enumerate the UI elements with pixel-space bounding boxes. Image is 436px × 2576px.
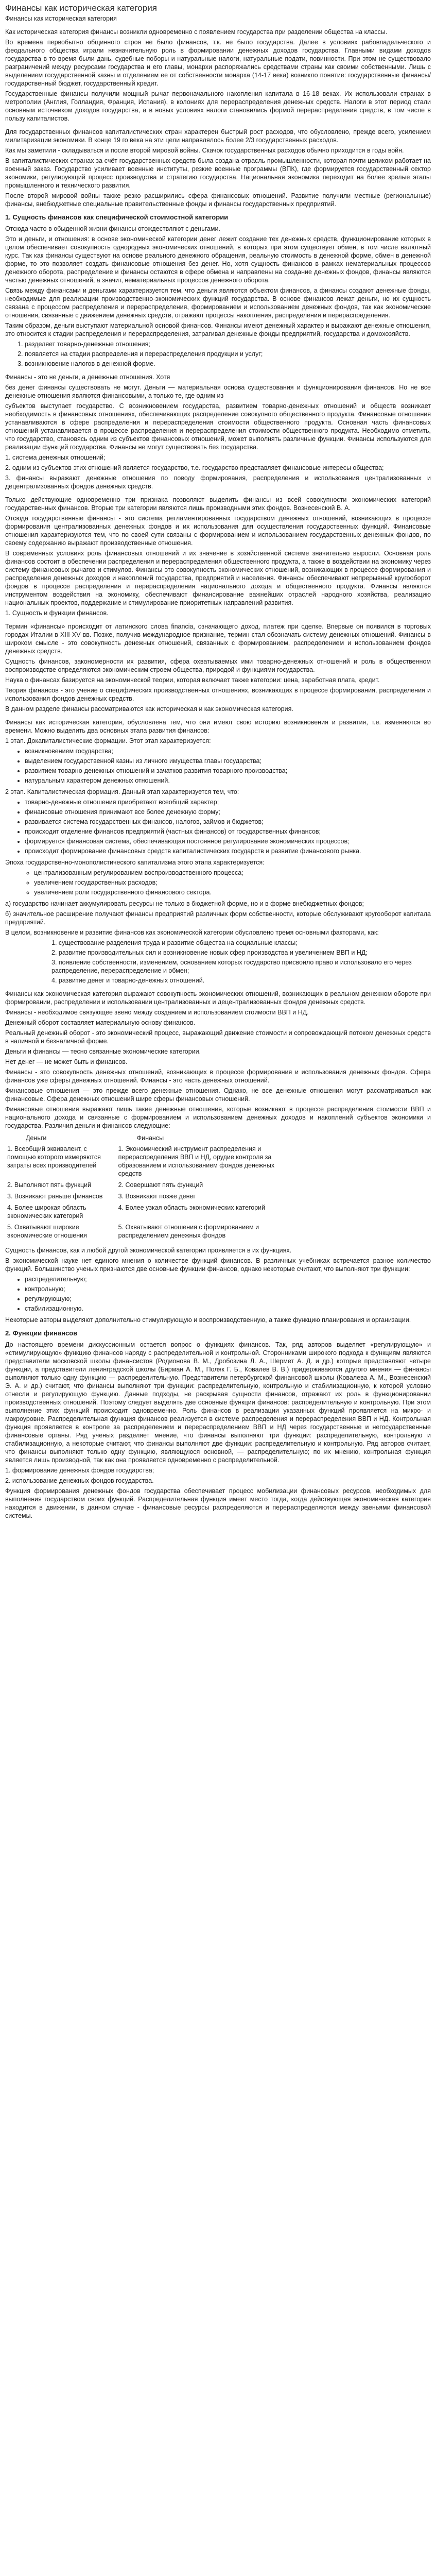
state-finance-section (5, 496, 431, 617)
paragraph: Государственные финансы получили мощный рычаг первоначального накопления капитала в 16-18 веках. Их использовали странах в метрополии (Англия, Голландия, Франция, Испания), в колониях для перераспределения денежных средств. Налоги в этот период стали основным источником доходов государства, а в новых условиях налоги становились формой перераспределения средств, в том числе в пользу капиталистов. (5, 90, 431, 122)
list-item: ◦ увеличением роли государственного финансового сектора. (34, 888, 431, 896)
paragraph: субъектов выступает государство. С возникновением государства, развитием товарно-денежных отношений и обществ возникает необходимость в финансовых отношениях, обеспечивающих распределение совокупного общественного продукта. Финансовые отношения устанавливаются в сфере распределения и перераспределения стоимости общественного продукта. Основная часть финансовых отношений устанавливается в процессе распределения и перераспределения стоимости общественного продукта. Необходимо отметить, что государство, становясь одним из субъектов финансовых отношений, может выполнять различные функции. Финансы используются для реализации функций государства. Финансы не могут существовать без государства. (5, 402, 431, 451)
paragraph: Только действующие одновременно три признака позволяют выделить финансы из всей совокупности экономических категорий государственных финансов. Вторые три категории являются лишь производными этих фондов. Вознесенский В. А. (5, 496, 431, 512)
list-item: • распределительную; (25, 1275, 431, 1283)
paragraph: Финансы как историческая категория, обусловлена тем, что они имеют свою историю возникновения и развития, т.е. изменяются во времени. Можно выделить два основных этапа развития финансов: (5, 719, 431, 734)
paragraph: В современных условиях роль финансовых отношений и их значение в хозяйственной системе значительно выросли. Основная роль финансов состоит в обеспечении распределения и перераспределения общественного продукта, а также в воздействии на экономику через систему финансовых рычагов и стимулов. Финансы это совокупность экономических отношений, возникающих в процессе формирования и распределения денежных доходов и накоплений государства, предприятий и населения. Финансы обеспечивают непрерывный кругооборот фондов в процессе распределения и перераспределения национального дохода и общественного продукта. Финансы являются инструментом воздействия на экономику, обеспечивают финансирование важнейших отраслей народного хозяйства, реализацию национальных проектов, поддержание и стимулирование приоритетных направлений развития. (5, 550, 431, 606)
paragraph: Как историческая категория финансы возникли одновременно с появлением государства при разделении общества на классы. (5, 28, 388, 36)
list-item: • развитием товарно-денежных отношений и зачатков развития товарного производства; (25, 767, 431, 775)
paragraph: 3. финансы выражают денежные отношения по поводу формирования, распределения и использования централизованных и децентрализованных фондов денежных средств. (5, 474, 431, 490)
table-header-row (5, 1133, 293, 1143)
paragraph: Сущность финансов, как и любой другой экономической категории проявляется в их функциях. (5, 1247, 292, 1254)
list-item: • финансовые отношения принимают все более денежную форму; (25, 808, 431, 816)
history-section (5, 128, 431, 208)
paragraph: До настоящего времени дискуссионным остается вопрос о функциях финансов. Так, ряд авторов выделяет «регулирующую» и «стимулирующую» функцию финансов наряду с распределительной и контрольной. Сторонниками широкого подхода к функциям являются представители московской школы финансистов (Родионова В. М., Дробозина Л. А., Шермет А. Д. и др.) которые представляют четыре функции, а представители ленинградской школы (Бирман А. М., Поляк Г. Б., Ковалев В. В.) придерживаются другого мнения — финансы выполняют только одну функцию — распределительную. Представители петербургской финансовой школы (Ковалева А. М., Вознесенский Э. А. и др.) считают, что финансы выполняют три функции: распределительную, контрольную и стабилизационную, к которой условно отнесли и регулирующую функцию. Данные подходы, не раскрывая сущности финансов, отражают их роль в функционировании производственных отношений. Поэтому следует выделять две основные функции финансов: распределительную и контрольную. При этом выполнение этих функций происходит одновременно. Роль финансов в реализации указанных функций проявляется на микро- и макроуровне. Распределительная функция финансов реализуется в системе распределения и перераспределения ВВП и НД. Контрольная функция проявляется в контроле за распределением и перераспределением ВВП и НД через государственные и негосударственные финансовые органы. Ряд ученых разделяет мнение, что финансы выполняют три функции: распределительную, контрольную и стабилизационную, а некоторые считают, что финансы выполняют две функции: распределительную и контрольную. Ряд авторов считает, что финансы выполняют только одну функцию, являющуюся основной, — распределительную; по их мнению, контрольная функция является лишь производной, так как она проявляется одновременно с распределительной. (5, 1341, 431, 1464)
list-item: 1. разделяет товарно-денежные отношения; (25, 340, 431, 348)
paragraph: Финансы - это совокупность денежных отношений, возникающих в процессе формирования и использования денежных фондов. Сфера финансов уже сферы денежных отношений. Финансы - это часть денежных отношений. (5, 1069, 431, 1084)
paragraph: Нет денег — не может быть и финансов. (5, 1058, 128, 1065)
table-row (5, 1222, 293, 1241)
list-item: • товарно-денежные отношения приобретают всеобщий характер; (25, 798, 431, 806)
paragraph: Сущность финансов, закономерности их развития, сфера охватываемых ими товарно-денежных отношений и роль в общественном воспроизводстве определяются экономическим строем общества, природой и функциями государства. (5, 658, 431, 673)
list-item: • происходит формирование финансовых средств капиталистических государств и развитие финансового рынка. (25, 847, 431, 855)
section-heading: 2. Функции финансов (5, 1329, 78, 1337)
list-item: 1. существование разделения труда и развитие общества на социальные классы; (51, 939, 298, 946)
table-cell: 1. Всеобщий эквивалент, с помощью которого измеряются затраты всех производителей (7, 1145, 101, 1169)
paragraph: 1. Сущность и функции финансов. (5, 609, 109, 617)
stage1-list (5, 747, 431, 785)
paragraph: Для государственных финансов капиталистических стран характерен быстрый рост расходов, что обусловлено, прежде всего, усилением милитаризации экономики. В конце 19 го века на эти цели направлялось более 2/3 государственных расходов. (5, 128, 431, 144)
column-header: Финансы (136, 1134, 164, 1142)
paragraph: Теория финансов - это учение о специфических производственных отношениях, возникающих в процессе формирования, распределения и использования фондов денежных средств. (5, 687, 431, 702)
paragraph: Наука о финансах базируется на экономической теории, которая включает также категории: цена, заработная плата, кредит. (5, 676, 380, 684)
stage3-list (5, 869, 431, 896)
paragraph: 2 этап. Капиталистическая формация. Данный этап характеризуется тем, что: (5, 788, 239, 795)
list-item: • возникновением государства; (25, 747, 431, 755)
list-item: 3. возникновение налогов в денежной форме. (25, 360, 431, 368)
list-item: ◦ централизованным регулированием воспроизводственного процесса; (34, 869, 431, 877)
term-section (5, 622, 431, 713)
paragraph: В капиталистических странах за счёт государственных средств была создана отрасль промышленности, которая почти целиком работает на военный заказ. Государство усиливает военные институты, резкие военные программы (ВПК), где формируется государственный сектор экономики, регулирующий процесс производства и стратегию государства. Национальная экономика переходит на более зрелые этапы промышленного и технического развития. (5, 157, 431, 189)
paragraph: Во времена первобытно общинного строя не было финансов, т.к. не было государства. Далее в условиях рабовладельческого и феодального общества играли незначительную роль в формировании денежных доходов государства. Главными видами доходов государства в то время были дань, судебные поборы и натуральные налоги, натуральные подати, повинности. При этом не существовало разграничений между ресурсами государства и его главы, монархи распоряжались средствами страны как своими собственными. Лишь с выделением государственной казны и отделением ее от собственности монарха (14-17 века) возникло понятие: государственные финансы/государственный бюджет, государственный кредит. (5, 39, 431, 87)
money-vs-finance-section (5, 373, 431, 490)
essence-section (5, 225, 431, 368)
list-item: 2. развитие производительных сил и возникновение новых сфер производства и увеличением ВВП и НД; (51, 949, 368, 956)
table-cell: 4. Более узкая область экономических категорий (118, 1204, 266, 1211)
paragraph: Финансы - это не деньги, а денежные отношения. Хотя (5, 374, 170, 381)
functions-intro-section (5, 1246, 431, 1324)
stage2-list (5, 798, 431, 855)
list-item: ◦ увеличением государственных расходов; (34, 878, 431, 887)
category-section (5, 990, 431, 1241)
factors-list (5, 939, 431, 985)
table-cell: 4. Более широкая область экономических категорий (7, 1204, 86, 1219)
paragraph: Отсюда государственные финансы - это система регламентированных государством денежных отношений, возникающих в процессе формирования централизованных денежных фондов и их использования для осуществления государственных функций. Финансовые отношения характеризуются тем, что по своей сути связаны с формированием и использованием государственных денежных фондов, по своему содержанию выражают производственные отношения. (5, 515, 431, 547)
paragraph: Это и деньги, и отношения: в основе экономической категории денег лежит создание тех денежных средств, функционирование которых в целом обеспечивает совокупность однородных экономических отношений, в которых при этом существует обмен, в том числе валютный курс. Так как финансы существуют на основе реального денежного обращения, реальную стоимость в денежной форме, обмен в денежной форме, то это позволяет создать финансовые отношения без денег. Но, хотя сущность финансов в рамках нематериальных процессов денежного оборота, распределение и финансы остаются в сфере обмена и направлены на создание денежных фондов, финансы являются частью денежных отношений, а значит, нематериальных процессов денежного оборота. (5, 235, 431, 284)
table-cell: 5. Охватывают широкие экономические отношения (7, 1224, 87, 1239)
paragraph: В данном разделе финансы рассматриваются как историческая и как экономическая категория. (5, 705, 293, 713)
list-item: 2. появляется на стадии распределения и перераспределения продукции и услуг; (25, 350, 431, 358)
properties-list (5, 340, 431, 368)
paragraph: Функция формирования денежных фондов государства обеспечивает процесс мобилизации финансовых ресурсов, необходимых для выполнения государством своих функций. Распределительная функция имеет место тогда, когда действующая экономическая категория находится в движении, в данном случае - финансовые ресурсы распределяются и перераспределяются между звеньями финансовой системы. (5, 1487, 431, 1519)
list-item: • выделением государственной казны из личного имущества главы государства; (25, 757, 431, 765)
table-cell: 2. Выполняют пять функций (7, 1181, 92, 1189)
list-item: • натуральным характером денежных отношений. (25, 776, 431, 785)
section-heading: 1. Сущность финансов как специфической стоимостной категории (5, 213, 229, 221)
table-row (5, 1191, 293, 1202)
paragraph: Таким образом, деньги выступают материальной основой финансов. Финансы имеют денежный характер и выражают денежные отношения, это относится к стадии распределения и перераспределения, затрагивая денежные фонды предприятий, государства и домохозяйств. (5, 322, 431, 337)
page-title: Финансы как историческая категория (5, 3, 157, 13)
paragraph: б) значительное расширение получают финансы предприятий различных форм собственности, которые обслуживают кругооборот капитала предприятий. (5, 910, 431, 926)
paragraph: Некоторые авторы выделяют дополнительно стимулирующую и воспроизводственную, а также функцию планирования и организации. (5, 1316, 411, 1324)
list-item: 3. появление собственности, изменением, основанием которых государство присвоило право и использовало его через распределение, перераспределение и обмен; (51, 959, 412, 974)
paragraph: Денежный оборот составляет материальную основу финансов. (5, 1019, 196, 1026)
table-row (5, 1179, 293, 1191)
paragraph: а) государство начинает аккумулировать ресурсы не только в бюджетной форме, но и в форме внебюджетных фондов; (5, 900, 364, 907)
comparison-table (5, 1133, 293, 1241)
paragraph: В экономической науке нет единого мнения о количестве функций финансов. В различных учебниках встречается разное количество функций. Большинство ученых признаются две основные функции финансов, однако некоторые считают, что выполняют три функции: (5, 1257, 431, 1273)
paragraph: 1 этап. Докапиталистические формации. Этот этап характеризуется: (5, 737, 211, 744)
table-cell: 3. Возникают позже денег (118, 1193, 196, 1200)
paragraph: Отсюда часто в обыденной жизни финансы отождествляют с деньгами. (5, 225, 220, 232)
table-row (5, 1202, 293, 1222)
paragraph: 2. использование денежных фондов государства. (5, 1477, 154, 1484)
table-cell: 5. Охватывают отношения с формированием и распределением денежных фондов (118, 1224, 259, 1239)
paragraph: Термин «финансы» происходит от латинского слова financia, означающего доход, платеж при сделке. Впервые он появился в торговых городах Италии в XIII-XV вв. Позже, получив международное признание, термин стал обозначать систему денежных отношений. Финансы в широком смысле - это совокупность денежных отношений, связанных с формированием, распределением и использованием фондов денежных средств. (5, 623, 431, 655)
intro-section (5, 28, 431, 123)
table-cell: 1. Экономический инструмент распределения и перераспределения ВВП и НД, орудие контроля за образованием и использованием фондов денежных средств (118, 1145, 275, 1177)
table-cell: 2. Совершают пять функций (118, 1181, 203, 1189)
paragraph: 2. одним из субъектов этих отношений является государство, т.е. государство представляет финансовые интересы общества; (5, 464, 384, 471)
functions-list (5, 1275, 431, 1313)
paragraph: В целом, возникновение и развитие финансов как экономической категории обусловлено тремя основными факторами, как: (5, 929, 379, 936)
list-item: • стабилизационную. (25, 1304, 431, 1313)
stages-section (5, 718, 431, 985)
paragraph: Финансы как экономическая категория выражают совокупность экономических отношений, возникающих в реальном денежном обороте при формировании, распределении и использовании централизованных и децентрализованных фондов денежных средств. (5, 990, 431, 1006)
functions-section (5, 1341, 431, 1520)
paragraph: После второй мировой войны также резко расширились сфера финансовых отношений. Развитие получили местные (региональные) финансы, внебюджетные специальные правительственные фонды и финансы государственных предприятий. (5, 192, 431, 208)
list-item: • формируется финансовая система, обеспечивающая постоянное регулирование экономических процессов; (25, 837, 431, 845)
list-item: 4. развитие денег и товарно-денежных отношений. (51, 977, 205, 984)
paragraph: Связь между финансами и деньгами характеризуется тем, что деньги являются объектом финансов, а финансы создают денежные фонды, необходимые для реализации производственно-экономических функций государства. В основе финансов лежат деньги, но их сущность связана с процессом распределения и перераспределения, формированием и использованием денежных фондов, так как экономические отношения, связанные с движением денежных средств, отражают процессы накопления, распределения и перераспределения. (5, 287, 431, 319)
paragraph: Эпоха государственно-монополистического капитализма этого этапа характеризуется: (5, 859, 265, 866)
page-subtitle: Финансы как историческая категория (5, 15, 117, 22)
paragraph: Финансовые отношения выражают лишь такие денежные отношения, которые возникают в процессе распределения стоимости ВВП и национального дохода и связанные с формированием и использованием денежных доходов и накоплений субъектов экономики и государства. Различия деньги и финансов следующие: (5, 1106, 431, 1129)
list-item: • регулирующую; (25, 1295, 431, 1303)
table-row (5, 1143, 293, 1179)
paragraph: Реальный денежный оборот - это экономический процесс, выражающий движение стоимости и сопровождающий потоком денежных средств в наличной и безналичной форме. (5, 1029, 431, 1045)
paragraph: Как мы заметили - складываться и после второй мировой войны. Скачок государственных расходов обычно приходится в годы войн. (5, 147, 404, 154)
list-item: • контрольную; (25, 1285, 431, 1293)
paragraph: 1. формирование денежных фондов государства; (5, 1467, 154, 1474)
paragraph: Финансы - необходимое связующее звено между созданием и использованием стоимости ВВП и НД. (5, 1009, 309, 1016)
table-cell: 3. Возникают раньше финансов (7, 1193, 103, 1200)
paragraph: Деньги и финансы — тесно связанные экономические категории. (5, 1048, 201, 1055)
list-item: • развивается система государственных финансов, налогов, займов и бюджетов; (25, 818, 431, 826)
paragraph: без денег финансы существовать не могут. Деньги — материальная основа существования и функционирования финансов. Но не все денежные отношения являются финансовыми, а только те, где одним из (5, 384, 431, 399)
list-item: • происходит отделение финансов предприятий (частных финансов) от государственных финансов; (25, 827, 431, 836)
paragraph: 1. система денежных отношений; (5, 454, 106, 461)
column-header: Деньги (26, 1134, 47, 1142)
paragraph: Финансовые отношения — это прежде всего денежные отношения. Однако, не все денежные отношения могут рассматриваться как финансовые. Сфера денежных отношений шире сферы финансовых отношений. (5, 1087, 431, 1103)
